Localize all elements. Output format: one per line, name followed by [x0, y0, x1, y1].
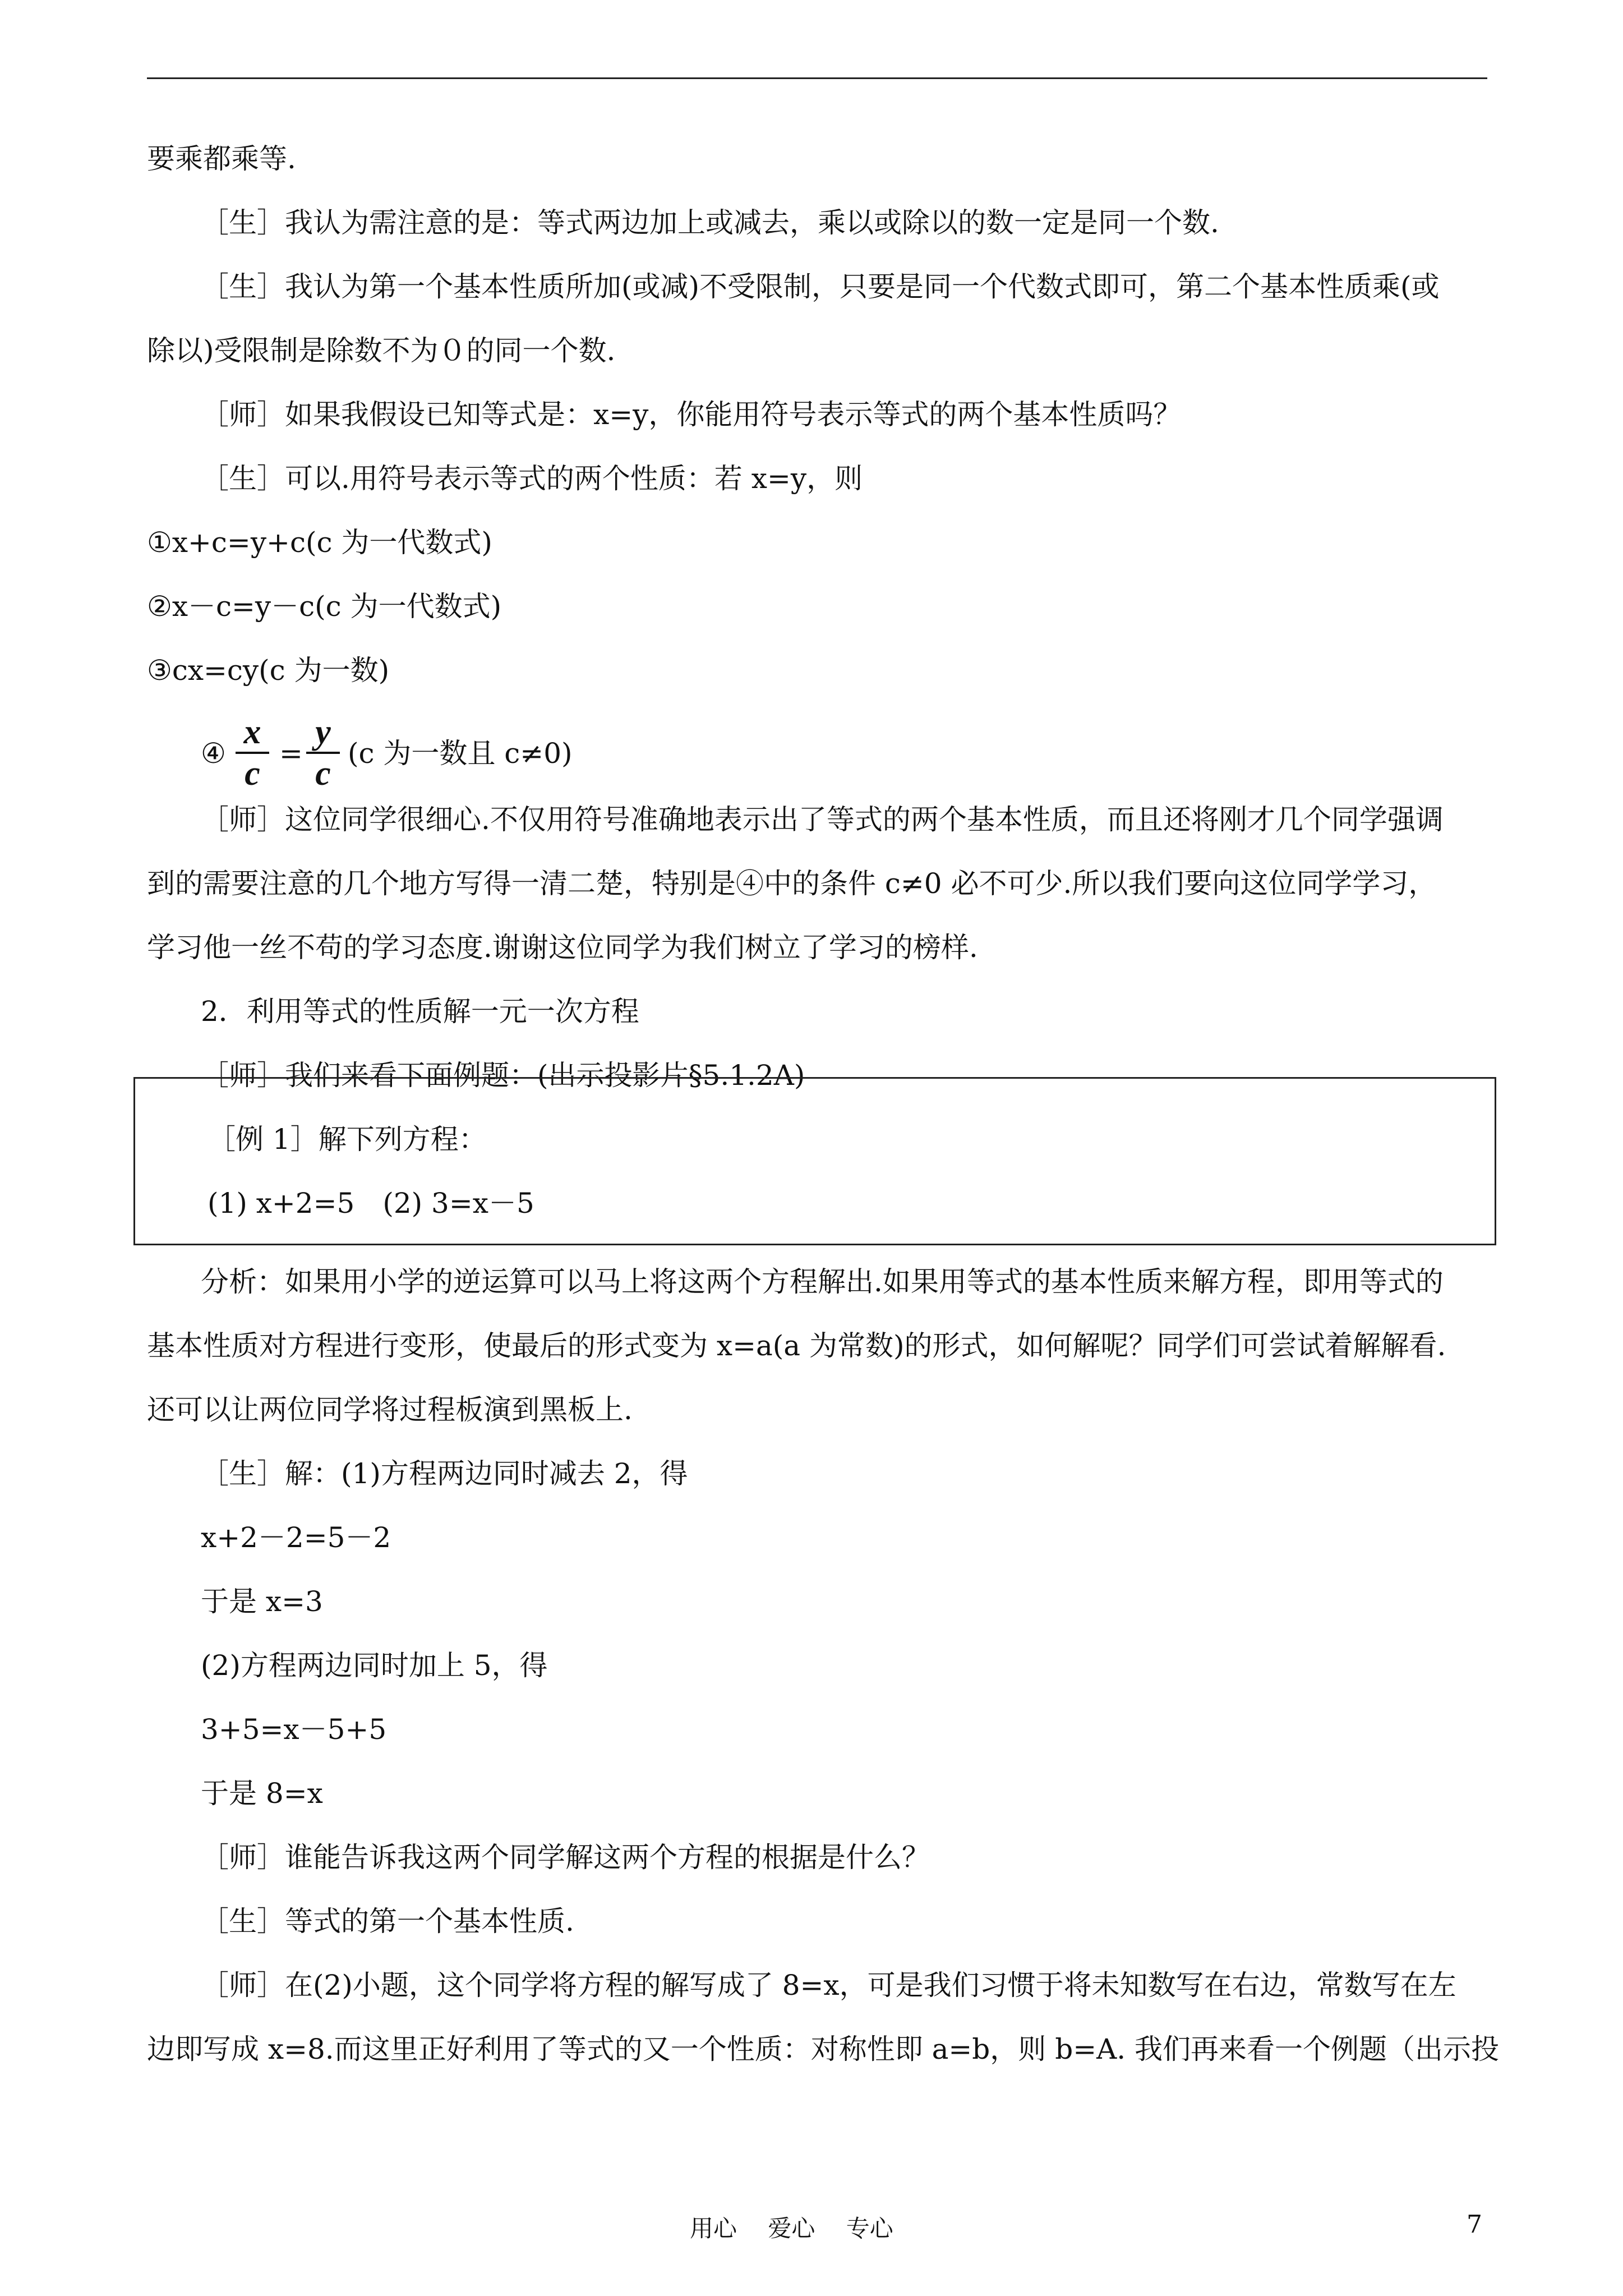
paragraph-line: 基本性质对方程进行变形，使最后的形式变为 x=a(a 为常数)的形式，如何解呢？同学们可尝试着解解看. — [147, 1329, 1446, 1362]
fraction-numerator: y — [315, 713, 331, 751]
fraction-left — [236, 712, 269, 793]
formula-line: 于是 8=x — [201, 1777, 323, 1810]
paragraph-line: 还可以让两位同学将过程板演到黑板上. — [147, 1393, 633, 1426]
formula-line: x+2－2=5－2 — [201, 1521, 391, 1554]
paragraph-line: ［生］等式的第一个基本性质. — [201, 1905, 574, 1938]
page-number: 7 — [1467, 2210, 1482, 2239]
fraction-denominator: c — [315, 754, 331, 793]
fraction-right — [306, 712, 340, 793]
paragraph-line: (2)方程两边同时加上 5，得 — [201, 1649, 548, 1682]
paragraph-line: ［师］我们来看下面例题：(出示投影片§5.1.2A) — [201, 1059, 805, 1092]
formula-line: 于是 x=3 — [201, 1585, 323, 1618]
fraction-denominator: c — [245, 754, 260, 793]
paragraph-line: ［师］在(2)小题，这个同学将方程的解写成了 8=x，可是我们习惯于将未知数写在右边，常数写在左 — [201, 1969, 1456, 2001]
paragraph-line: 学习他一丝不苟的学习态度.谢谢这位同学为我们树立了学习的榜样. — [147, 931, 978, 964]
paragraph-line: ［生］解：(1)方程两边同时减去 2，得 — [201, 1457, 688, 1490]
paragraph-line: ［师］如果我假设已知等式是：x=y，你能用符号表示等式的两个基本性质吗？ — [201, 398, 1182, 431]
formula-line: ①x+c=y+c(c 为一代数式) — [147, 526, 492, 559]
paragraph-line: ［生］可以.用符号表示等式的两个性质：若 x=y，则 — [201, 462, 863, 495]
paragraph-line: 除以)受限制是除数不为０的同一个数. — [147, 334, 616, 367]
paragraph-line: ［生］我认为需注意的是：等式两边加上或减去，乘以或除以的数一定是同一个数. — [201, 206, 1219, 239]
formula-line: 3+5=x－5+5 — [201, 1713, 387, 1746]
fraction-condition: (c 为一数且 c≠0) — [348, 737, 573, 770]
example-title: ［例 1］解下列方程： — [208, 1123, 487, 1156]
paragraph-line: ［师］谁能告诉我这两个同学解这两个方程的根据是什么？ — [201, 1841, 930, 1874]
paragraph-line: 边即写成 x=8.而这里正好利用了等式的又一个性质：对称性即 a=b，则 b=A. 我们再来看一个例题（出示投 — [147, 2033, 1499, 2065]
page-footer: 用心 爱心 专心 — [690, 2215, 893, 2242]
section-heading: 2．利用等式的性质解一元一次方程 — [201, 995, 639, 1028]
equals-sign: = — [279, 737, 303, 770]
paragraph-line: ［生］我认为第一个基本性质所加(或减)不受限制，只要是同一个代数式即可，第二个基本性质乘(或 — [201, 270, 1440, 303]
paragraph-line: 分析：如果用小学的逆运算可以马上将这两个方程解出.如果用等式的基本性质来解方程，即用等式的 — [201, 1266, 1444, 1298]
formula-line: ③cx=cy(c 为一数) — [147, 654, 390, 687]
formula-line: ②x－c=y－c(c 为一代数式) — [147, 590, 502, 623]
fraction-numerator: x — [243, 713, 261, 751]
header-rule — [147, 77, 1487, 79]
example-problems: (1) x+2=5 (2) 3=x－5 — [208, 1187, 534, 1220]
fraction-marker: ④ — [201, 737, 226, 770]
paragraph-line: 到的需要注意的几个地方写得一清二楚，特别是④中的条件 c≠0 必不可少.所以我们要向这位同学学习， — [147, 867, 1437, 900]
paragraph-line: ［师］这位同学很细心.不仅用符号准确地表示出了等式的两个基本性质，而且还将刚才几个同学强调 — [201, 803, 1444, 836]
paragraph-line: 要乘都乘等. — [147, 142, 296, 175]
